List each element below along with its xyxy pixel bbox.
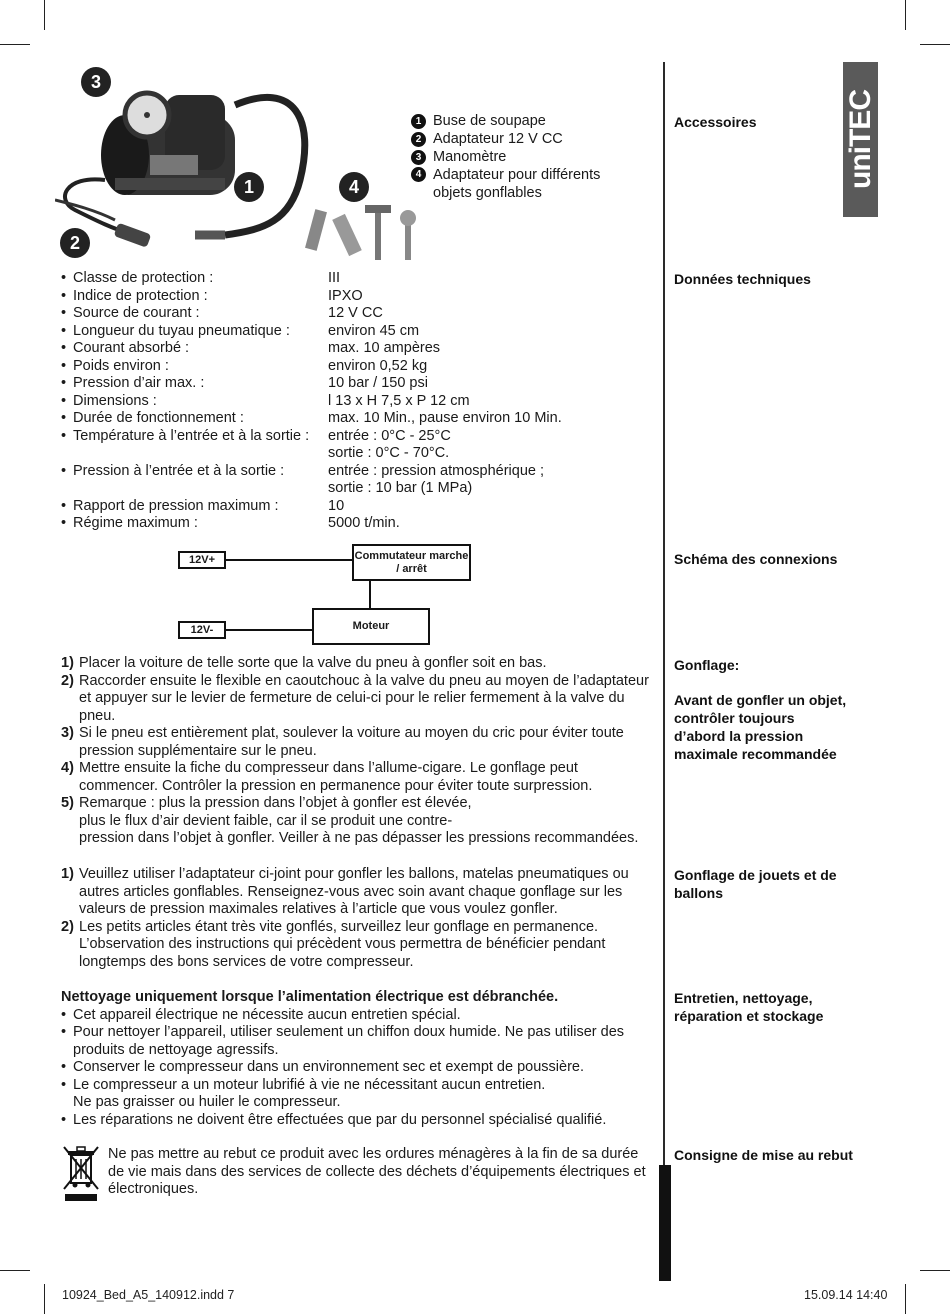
brand-logo: uniTEC bbox=[843, 62, 878, 217]
diagram-motor: Moteur bbox=[312, 608, 430, 645]
diagram-12v-plus: 12V+ bbox=[178, 551, 226, 569]
callout-1: 1 bbox=[234, 172, 264, 202]
legend-item: 1 Buse de soupape bbox=[411, 112, 651, 130]
column-divider-bar bbox=[659, 1165, 671, 1281]
spec-row: • Indice de protection : IPXO bbox=[61, 288, 621, 306]
spec-row: • Pression d’air max. : 10 bar / 150 psi bbox=[61, 375, 621, 393]
step-item: 4) Mettre ensuite la fiche du compresseur dans l’allume-cigare. Le gonflage peut commencer. Contrôler la pression en permanence pour éviter toute surpression. bbox=[61, 760, 593, 794]
step-item: 1) Placer la voiture de telle sorte que la valve du pneu à gonfler soit en bas. bbox=[61, 655, 547, 671]
heading-jouets: Gonflage de jouets et de ballons bbox=[674, 867, 837, 901]
list-item: • Pour nettoyer l’appareil, utiliser seulement un chiffon doux humide. Ne pas utiliser des produits de nettoyage agressifs. bbox=[61, 1024, 651, 1059]
spec-row: • Pression à l’entrée et à la sortie : entrée : pression atmosphérique ; sortie : 10 bar (1 MPa) bbox=[61, 463, 621, 498]
step-item: 1) Veuillez utiliser l’adaptateur ci-joint pour gonfler les ballons, matelas pneumatiques ou autres articles gonflables. Renseignez-vous avec soin avant chaque gonflage sur les valeurs de pression maximales relatives à l’article que vous voulez gonfler. bbox=[61, 866, 629, 917]
tech-specs bbox=[61, 270, 621, 533]
wire bbox=[369, 579, 371, 608]
spec-row: • Dimensions : l 13 x H 7,5 x P 12 cm bbox=[61, 393, 621, 411]
gonflage-steps bbox=[61, 655, 656, 848]
heading-donnees: Données techniques bbox=[674, 271, 811, 287]
spec-row: • Courant absorbé : max. 10 ampères bbox=[61, 340, 621, 358]
diagram-switch: Commutateur marche / arrêt bbox=[352, 544, 471, 581]
heading-schema: Schéma des connexions bbox=[674, 551, 838, 567]
heading-rebut: Consigne de mise au rebut bbox=[674, 1147, 853, 1163]
jouets-steps bbox=[61, 866, 651, 971]
accessory-legend bbox=[411, 112, 651, 202]
spec-row: • Poids environ : environ 0,52 kg bbox=[61, 358, 621, 376]
spec-row: • Source de courant : 12 V CC bbox=[61, 305, 621, 323]
entretien-section bbox=[61, 989, 651, 1129]
footer-file: 10924_Bed_A5_140912.indd 7 bbox=[62, 1288, 235, 1302]
compressor-illustration bbox=[55, 60, 445, 265]
footer-date: 15.09.14 14:40 bbox=[804, 1288, 888, 1302]
heading-accessoires: Accessoires bbox=[674, 114, 757, 130]
wire bbox=[224, 559, 352, 561]
gonflage-note: Avant de gonfler un objet, contrôler toujours d’abord la pression maximale recommandée bbox=[674, 692, 847, 762]
callout-3: 3 bbox=[81, 67, 111, 97]
list-item: • Les réparations ne doivent être effectuées que par du personnel spécialisé qualifié. bbox=[61, 1112, 651, 1130]
legend-item: 2 Adaptateur 12 V CC bbox=[411, 130, 651, 148]
diagram-12v-minus: 12V- bbox=[178, 621, 226, 639]
step-item: 5) Remarque : plus la pression dans l’objet à gonfler est élevée, plus le flux d’air devient faible, car il se produit une contre- pression dans l’objet à gonfler. Veiller à ne pas dépasser les pressions recommandées. bbox=[61, 795, 639, 846]
callout-4: 4 bbox=[339, 172, 369, 202]
weee-bin-icon bbox=[61, 1145, 101, 1203]
column-divider bbox=[663, 62, 665, 1180]
list-item: • Cet appareil électrique ne nécessite aucun entretien spécial. bbox=[61, 1007, 651, 1025]
callout-2: 2 bbox=[60, 228, 90, 258]
legend-item: 4 Adaptateur pour différents objets gonflables bbox=[411, 166, 651, 202]
spec-row: • Régime maximum : 5000 t/min. bbox=[61, 515, 621, 533]
list-item: • Conserver le compresseur dans un environnement sec et exempt de poussière. bbox=[61, 1059, 651, 1077]
spec-row: • Rapport de pression maximum : 10 bbox=[61, 498, 621, 516]
spec-row: • Température à l’entrée et à la sortie : entrée : 0°C - 25°C sortie : 0°C - 70°C. bbox=[61, 428, 621, 463]
spec-row: • Durée de fonctionnement : max. 10 Min., pause environ 10 Min. bbox=[61, 410, 621, 428]
spec-row: • Classe de protection : III bbox=[61, 270, 621, 288]
legend-item: 3 Manomètre bbox=[411, 148, 651, 166]
wire bbox=[224, 629, 312, 631]
entretien-heading: Nettoyage uniquement lorsque l’alimentation électrique est débranchée. bbox=[61, 989, 559, 1005]
disposal-text: Ne pas mettre au rebut ce produit avec les ordures ménagères à la fin de sa durée de vie mais dans des services de collecte des déchets d’équipements électriques et électroniques. bbox=[108, 1146, 646, 1197]
step-item: 2) Les petits articles étant très vite gonflés, surveillez leur gonflage en permanence. L’observation des instructions qui précèdent vous permettra de bénéficier pendant longtemps des bons services de votre compresseur. bbox=[61, 918, 606, 970]
step-item: 3) Si le pneu est entièrement plat, soulever la voiture au moyen du cric pour éviter toute pression supplémentaire sur le pneu. bbox=[61, 725, 624, 759]
list-item: • Le compresseur a un moteur lubrifié à vie ne nécessitant aucun entretien. Ne pas graisser ou huiler le compresseur. bbox=[61, 1077, 651, 1112]
step-item: 2) Raccorder ensuite le flexible en caoutchouc à la valve du pneu au moyen de l’adaptateur et appuyer sur le levier de fermeture de celui-ci pour le relier fermement à la valve du pneu. bbox=[61, 672, 649, 724]
heading-entretien: Entretien, nettoyage, réparation et stockage bbox=[674, 990, 824, 1024]
spec-row: • Longueur du tuyau pneumatique : environ 45 cm bbox=[61, 323, 621, 341]
heading-gonflage: Gonflage: bbox=[674, 657, 740, 673]
